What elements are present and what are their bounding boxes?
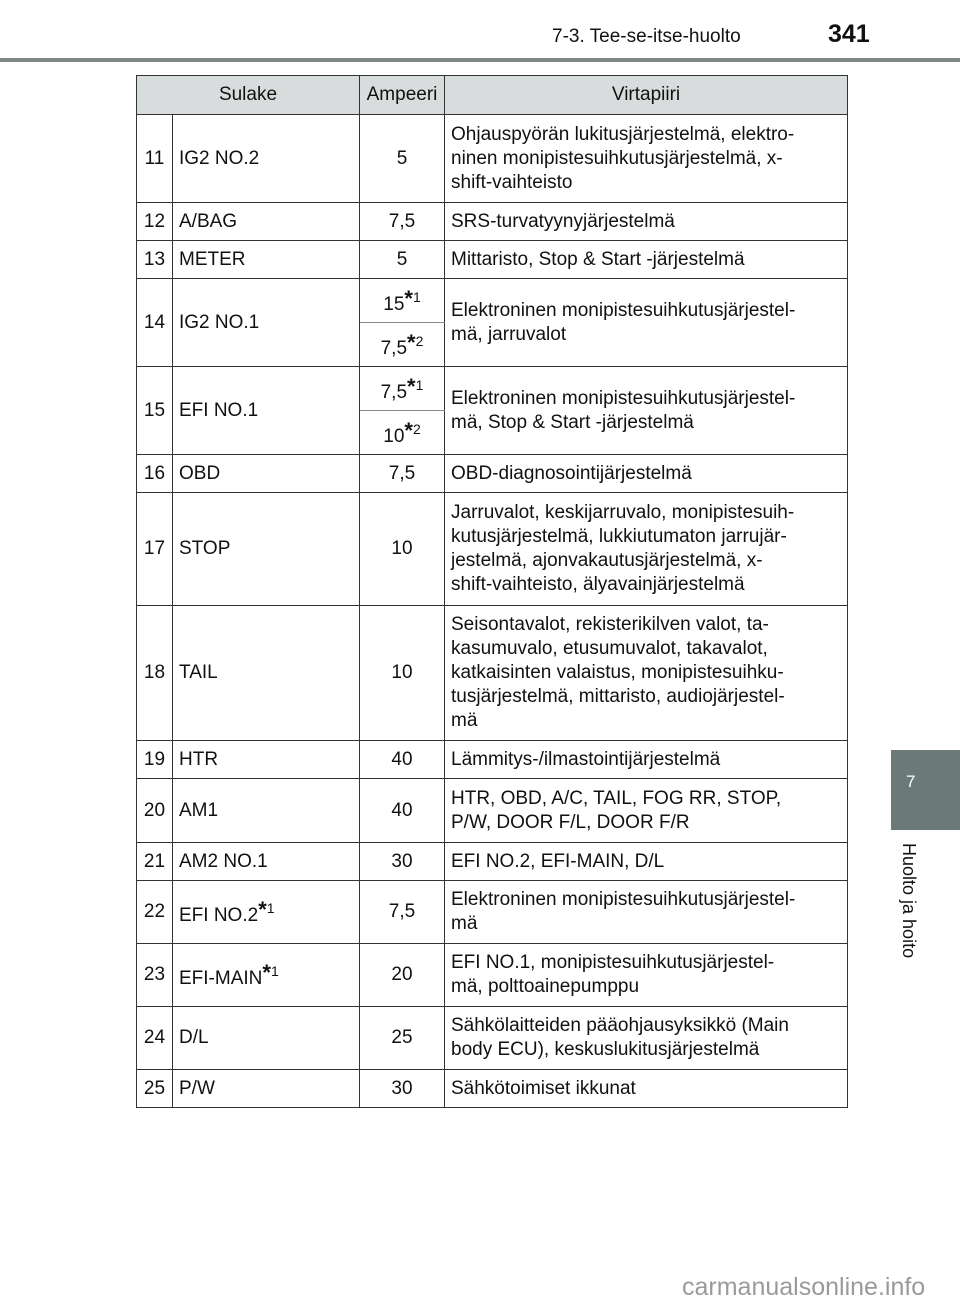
footnote-star: * (407, 329, 416, 355)
fuse-circuit: Elektroninen monipistesuihkutusjärjestel- mä (445, 881, 848, 944)
fuse-name (173, 279, 360, 367)
fuse-number: 21 (137, 843, 173, 881)
fuse-number: 16 (137, 455, 173, 493)
table-row (137, 606, 848, 741)
table-row (137, 279, 848, 323)
amp-value: 10 (383, 425, 405, 447)
fuse-circuit: EFI NO.1, monipistesuihkutusjärjestel- mä, polttoainepumppu (445, 944, 848, 1007)
fuse-name (173, 115, 360, 203)
amp-value: 15 (383, 293, 405, 315)
table-row (137, 779, 848, 843)
fuse-circuit: Elektroninen monipistesuihkutusjärjestel- mä, jarruvalot (445, 279, 848, 367)
chapter-number: 7 (906, 772, 916, 791)
fuse-name-text: HTR (179, 748, 219, 770)
footnote-number: 1 (266, 900, 275, 916)
amp-value: 7,5 (380, 337, 408, 359)
footnote-number: 1 (412, 288, 421, 305)
watermark: carmanualsonline.info (682, 1273, 926, 1301)
fuse-name (173, 779, 360, 843)
fuse-circuit: EFI NO.2, EFI-MAIN, D/L (445, 843, 848, 881)
fuse-name (173, 606, 360, 741)
section-title: 7-3. Tee-se-itse-huolto (552, 26, 741, 47)
table-row (137, 881, 848, 944)
fuse-name (173, 241, 360, 279)
fuse-circuit: Seisontavalot, rekisterikilven valot, ta- kasumuvalo, etusumuvalot, takavalot, katkaisinten valaistus, monipistesuihku- tusjärjestelmä, mittaristo, audiojärjestel- mä (445, 606, 848, 741)
footnote-star: * (404, 285, 413, 311)
fuse-name-text: TAIL (179, 662, 218, 683)
fuse-circuit: Sähkölaitteiden pääohjausyksikkö (Main body ECU), keskuslukitusjärjestelmä (445, 1007, 848, 1070)
col-fuse: Sulake (137, 76, 360, 115)
fuse-circuit: HTR, OBD, A/C, TAIL, FOG RR, STOP, P/W, DOOR F/L, DOOR F/R (445, 779, 848, 843)
fuse-number: 13 (137, 241, 173, 279)
fuse-number: 11 (137, 115, 173, 203)
footnote-number: 1 (270, 963, 279, 979)
table-row (137, 455, 848, 493)
fuse-name (173, 881, 360, 944)
footnote-star: * (262, 960, 271, 985)
fuse-name (173, 493, 360, 606)
table-row (137, 1070, 848, 1108)
col-amp: Ampeeri (360, 76, 445, 115)
fuse-name-text: D/L (179, 1027, 209, 1048)
table-row (137, 367, 848, 411)
fuse-amp: 30 (360, 843, 445, 881)
footnote-number: 2 (415, 332, 424, 349)
footnote-star: * (258, 897, 267, 922)
fuse-circuit: Ohjauspyörän lukitusjärjestelmä, elektro- ninen monipistesuihkutusjärjestelmä, x- shift-vaihteisto (445, 115, 848, 203)
table-header (137, 76, 848, 115)
table-row (137, 843, 848, 881)
fuse-amp: 5 (360, 115, 445, 203)
fuse-name-text: EFI NO.1 (179, 399, 259, 421)
table-row (137, 115, 848, 203)
fuse-table (136, 75, 848, 1108)
fuse-amp: 40 (360, 779, 445, 843)
footnote-number: 2 (412, 420, 421, 437)
fuse-number: 24 (137, 1007, 173, 1070)
fuse-name (173, 1007, 360, 1070)
fuse-number: 17 (137, 493, 173, 606)
fuse-circuit: Sähkötoimiset ikkunat (445, 1070, 848, 1108)
fuse-number: 23 (137, 944, 173, 1007)
fuse-name-text: IG2 NO.2 (179, 147, 260, 169)
page-number: 341 (828, 20, 870, 48)
fuse-name (173, 367, 360, 455)
fuse-amp: 30 (360, 1070, 445, 1108)
footnote-star: * (407, 373, 416, 399)
fuse-name-text: EFI NO.2 (179, 905, 259, 926)
fuse-amp: 7,5 (360, 455, 445, 493)
table-row (137, 944, 848, 1007)
table-row (137, 203, 848, 241)
fuse-number: 14 (137, 279, 173, 367)
fuse-circuit: Elektroninen monipistesuihkutusjärjestel- mä, Stop & Start -järjestelmä (445, 367, 848, 455)
fuse-name (173, 1070, 360, 1108)
header-rule (0, 58, 960, 62)
col-circuit: Virtapiiri (445, 76, 848, 115)
table-row (137, 493, 848, 606)
fuse-amp-alt (360, 323, 445, 367)
fuse-name-text: METER (179, 248, 246, 270)
table-row (137, 741, 848, 779)
fuse-amp: 25 (360, 1007, 445, 1070)
fuse-amp: 10 (360, 606, 445, 741)
fuse-name-text: AM2 NO.1 (179, 850, 268, 872)
fuse-name (173, 455, 360, 493)
fuse-number: 25 (137, 1070, 173, 1108)
fuse-circuit: Lämmitys-/ilmastointijärjestelmä (445, 741, 848, 779)
fuse-name-text: EFI-MAIN (179, 968, 263, 989)
fuse-number: 12 (137, 203, 173, 241)
fuse-name (173, 203, 360, 241)
fuse-amp-alt (360, 411, 445, 455)
fuse-name-text: P/W (179, 1077, 215, 1099)
fuse-circuit: Mittaristo, Stop & Start -järjestelmä (445, 241, 848, 279)
fuse-name (173, 843, 360, 881)
fuse-amp (360, 367, 445, 411)
fuse-number: 18 (137, 606, 173, 741)
footnote-number: 1 (415, 376, 424, 393)
fuse-number: 22 (137, 881, 173, 944)
fuse-circuit: SRS-turvatyynyjärjestelmä (445, 203, 848, 241)
fuse-amp: 10 (360, 493, 445, 606)
fuse-number: 19 (137, 741, 173, 779)
table-row (137, 1007, 848, 1070)
amp-value: 7,5 (380, 381, 408, 403)
fuse-name (173, 741, 360, 779)
fuse-name-text: OBD (179, 462, 221, 484)
table-row (137, 241, 848, 279)
footnote-star: * (404, 417, 413, 443)
fuse-amp: 40 (360, 741, 445, 779)
fuse-circuit: Jarruvalot, keskijarruvalo, monipistesuih- kutusjärjestelmä, lukkiutumaton jarrujär- jestelmä, ajonvakautusjärjestelmä, x- shift-vaihteisto, älyavainjärjestelmä (445, 493, 848, 606)
chapter-label: Huolto ja hoito (899, 843, 919, 959)
fuse-amp: 7,5 (360, 203, 445, 241)
fuse-circuit: OBD-diagnosointijärjestelmä (445, 455, 848, 493)
fuse-name (173, 944, 360, 1007)
fuse-amp: 20 (360, 944, 445, 1007)
fuse-name-text: IG2 NO.1 (179, 311, 260, 333)
fuse-number: 20 (137, 779, 173, 843)
fuse-number: 15 (137, 367, 173, 455)
fuse-name-text: A/BAG (179, 210, 238, 232)
fuse-name-text: AM1 (179, 799, 219, 821)
fuse-amp: 5 (360, 241, 445, 279)
fuse-name-text: STOP (179, 538, 231, 559)
fuse-amp: 7,5 (360, 881, 445, 944)
fuse-amp (360, 279, 445, 323)
chapter-tab[interactable] (891, 750, 960, 830)
